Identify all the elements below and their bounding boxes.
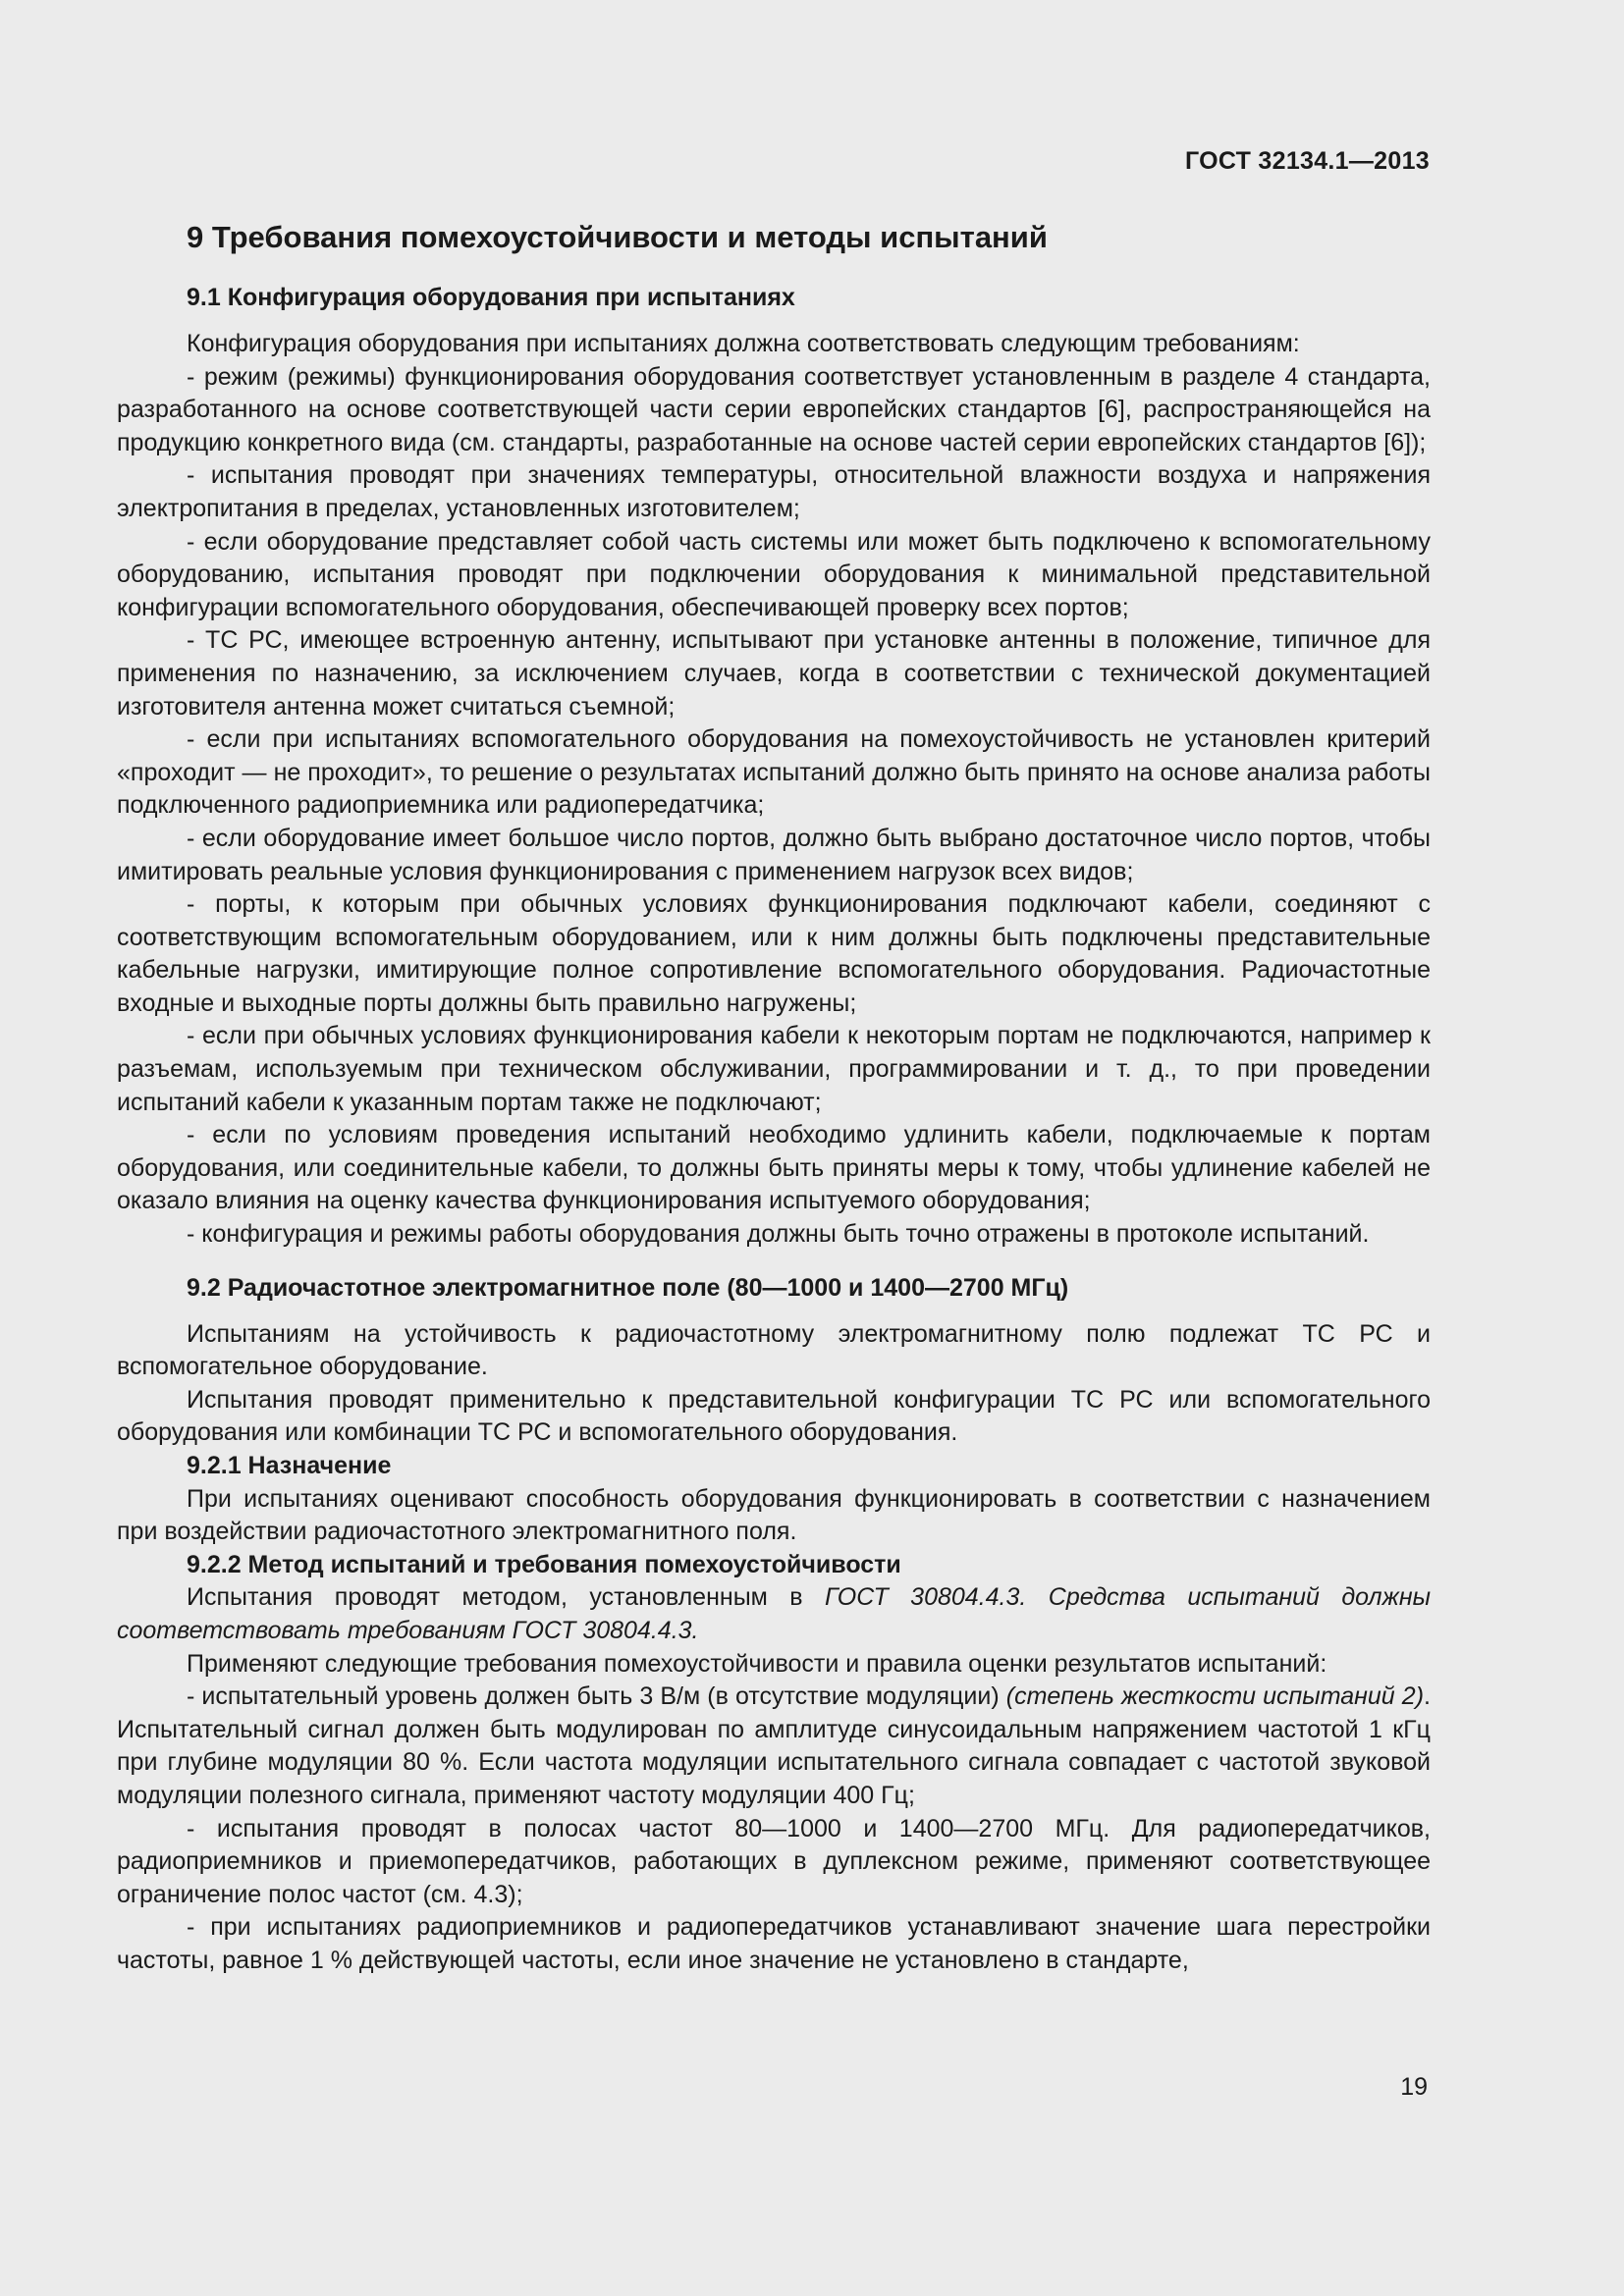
list-item: - ТС РС, имеющее встроенную антенну, испытывают при установке антенны в положение, типичное для применения по назначению, за исключением случаев, когда в соответствии с технической документацией изготовителя антенна может считаться съемной; xyxy=(117,626,1431,721)
page-content xyxy=(117,218,1431,1978)
section-9-1-body xyxy=(117,328,1431,1252)
method-reference: ГОСТ 30804.4.3. Средства испытаний должны соответствовать требованиям ГОСТ 30804.4.3. xyxy=(117,1583,1431,1644)
severity-note: (степень жесткости испытаний 2) xyxy=(1005,1682,1425,1711)
list-item: - испытания проводят в полосах частот 80—1000 и 1400—2700 МГц. Для радиопередатчиков, радиоприемников и приемопередатчиков, работающих в дуплексном режиме, применяют соответствующее ограничение полос частот (см. 4.3); xyxy=(117,1814,1431,1908)
section-9-2-body xyxy=(117,1318,1431,1450)
list-item xyxy=(117,1681,1431,1812)
list-item: - при испытаниях радиоприемников и радиопередатчиков устанавливают значение шага перестройки частоты, равное 1 % действующей частоты, если иное значение не установлено в стандарте, xyxy=(117,1913,1431,1974)
level-text-cont: . Испытательный сигнал должен быть модулирован по амплитуде синусоидальным напряжением частотой 1 кГц при глубине модуляции 80 %. Если частота модуляции испытательного сигнала совпадает с частотой звуковой модуляции полезного сигнала, применяют частоту модуляции 400 Гц; xyxy=(117,1682,1431,1809)
list-item: - испытания проводят при значениях температуры, относительной влажности воздуха и напряжения электропитания в пределах, установленных изготовителем; xyxy=(117,461,1431,522)
list-item: - если оборудование представляет собой часть системы или может быть подключено к вспомогательному оборудованию, испытания проводят при подключении оборудования к минимальной представительной конфигурации вспомогательного оборудования, обеспечивающей проверку всех портов; xyxy=(117,527,1431,621)
standard-designation: ГОСТ 32134.1—2013 xyxy=(1184,147,1430,175)
section-9-2-1-heading: 9.2.1 Назначение xyxy=(187,1452,392,1479)
section-9-1-heading: 9.1 Конфигурация оборудования при испытаниях xyxy=(187,284,795,311)
paragraph: Испытания проводят применительно к представительной конфигурации ТС РС или вспомогательного оборудования или комбинации ТС РС и вспомогательного оборудования. xyxy=(117,1385,1431,1447)
list-item: - если оборудование имеет большое число портов, должно быть выбрано достаточное число портов, чтобы имитировать реальные условия функционирования с применением нагрузок всех видов; xyxy=(117,824,1431,885)
level-text: - испытательный уровень должен быть 3 В/м (в отсутствие модуляции) xyxy=(187,1682,1006,1711)
list-item: - если при испытаниях вспомогательного оборудования на помехоустойчивость не установлен критерий «проходит — не проходит», то решение о результатах испытаний должно быть принято на основе анализа работы подключенного радиоприемника или радиопередатчика; xyxy=(117,725,1431,820)
paragraph: Испытаниям на устойчивость к радиочастотному электромагнитному полю подлежат ТС РС и вспомогательное оборудование. xyxy=(117,1319,1431,1381)
list-item: - если при обычных условиях функционирования кабели к некоторым портам не подключаются, например к разъемам, используемым при техническом обслуживании, программировании и т. д., то при проведении испытаний кабели к указанным портам также не подключают; xyxy=(117,1022,1431,1116)
paragraph: Применяют следующие требования помехоустойчивости и правила оценки результатов испытаний: xyxy=(187,1649,1327,1678)
list-item: - режим (режимы) функционирования оборудования соответствует установленным в разделе 4 стандарта, разработанного на основе соответствующей части серии европейских стандартов [6], распространяющейся на продукцию конкретного вида (см. стандарты, разработанные на основе частей серии европейских стандартов [6]); xyxy=(117,362,1431,456)
page-number: 19 xyxy=(1400,2073,1428,2101)
paragraph: При испытаниях оценивают способность оборудования функционировать в соответствии с назначением при воздействии радиочастотного электромагнитного поля. xyxy=(117,1484,1431,1546)
paragraph: Конфигурация оборудования при испытаниях должна соответствовать следующим требованиям: xyxy=(187,330,1300,357)
method-text: Испытания проводят методом, установленным в xyxy=(187,1583,826,1612)
list-item: - если по условиям проведения испытаний необходимо удлинить кабели, подключаемые к портам оборудования, или соединительные кабели, то должны быть приняты меры к тому, чтобы удлинение кабелей не оказало влияния на оценку качества функционирования испытуемого оборудования; xyxy=(117,1121,1431,1215)
paragraph xyxy=(117,1581,1431,1647)
section-9-2-2-heading: 9.2.2 Метод испытаний и требования помехоустойчивости xyxy=(187,1550,901,1578)
list-item: - конфигурация и режимы работы оборудования должны быть точно отражены в протоколе испытаний. xyxy=(187,1220,1370,1249)
list-item: - порты, к которым при обычных условиях функционирования подключают кабели, соединяют с соответствующим вспомогательным оборудованием, или к ним должны быть подключены представительные кабельные нагрузки, имитирующие полное сопротивление вспомогательного оборудования. Радиочастотные входные и выходные порты должны быть правильно нагружены; xyxy=(117,890,1431,1017)
section-9-2-heading: 9.2 Радиочастотное электромагнитное поле (80—1000 и 1400—2700 МГц) xyxy=(187,1273,1069,1302)
section-9-heading: 9 Требования помехоустойчивости и методы испытаний xyxy=(187,220,1048,254)
